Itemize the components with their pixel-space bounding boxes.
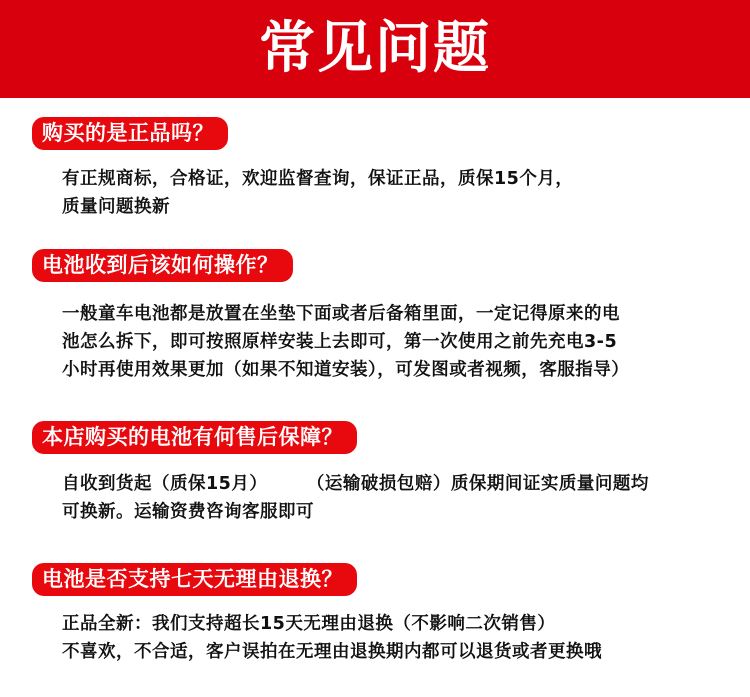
page-title: 常见问题 <box>259 16 491 81</box>
faq-answer-1-line-1: 有正规商标，合格证，欢迎监督查询，保证正品，质保15个月， <box>62 169 574 189</box>
faq-question-2: 电池收到后该如何操作？ <box>32 249 293 282</box>
faq-answer-3-line-1: 自收到货起（质保15月） （运输破损包赔）质保期间证实质量问题均 <box>62 474 649 494</box>
page-header <box>0 0 750 98</box>
faq-answer-2 <box>62 300 629 384</box>
faq-answer-2-line-2: 池怎么拆下，即可按照原样安装上去即可，第一次使用之前先充电3-5 <box>62 332 618 352</box>
faq-question-4: 电池是否支持七天无理由退换？ <box>32 563 357 596</box>
faq-answer-1-line-2: 质量问题换新 <box>62 197 170 217</box>
faq-answer-2-line-1: 一般童车电池都是放置在坐垫下面或者后备箱里面，一定记得原来的电 <box>62 304 620 324</box>
faq-question-1: 购买的是正品吗？ <box>32 117 228 150</box>
faq-answer-4-line-2: 不喜欢，不合适，客户误拍在无理由退换期内都可以退货或者更换哦 <box>62 642 602 662</box>
faq-answer-2-line-3: 小时再使用效果更加（如果不知道安装），可发图或者视频，客服指导） <box>62 360 630 380</box>
faq-question-3: 本店购买的电池有何售后保障？ <box>32 421 357 454</box>
faq-answer-4-line-1: 正品全新：我们支持超长15天无理由退换（不影响二次销售） <box>62 614 556 634</box>
faq-answer-4 <box>62 610 602 666</box>
faq-answer-3 <box>62 470 649 526</box>
faq-answer-3-line-2: 可换新。运输资费咨询客服即可 <box>62 502 314 522</box>
faq-answer-1 <box>62 165 573 221</box>
